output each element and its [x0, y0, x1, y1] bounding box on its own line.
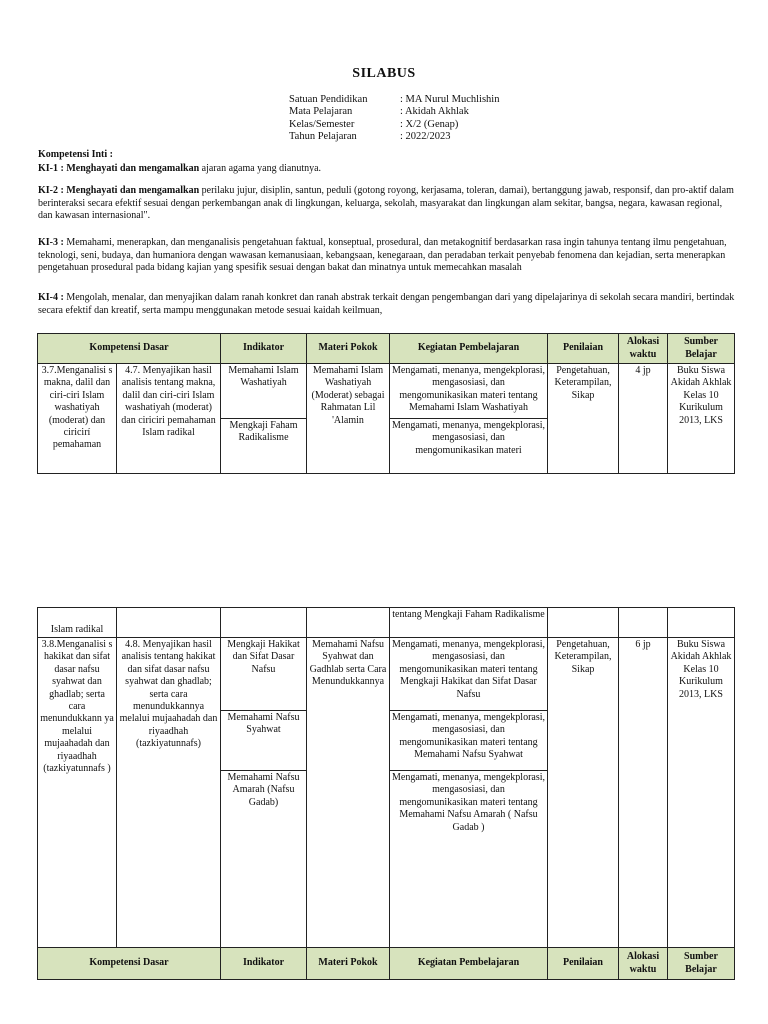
ki1-paragraph [38, 163, 736, 176]
ki3-paragraph [38, 237, 736, 275]
ki1-text: ajaran agama yang dianutnya. [199, 163, 322, 174]
ki1-code: KI-1 : [38, 163, 64, 174]
header-kegiatan: Kegiatan Pembelajaran [390, 334, 548, 364]
syllabus-table-1 [37, 333, 735, 474]
kegiatan-cell: Mengamati, menanya, mengekplorasi, mengasosiasi, dan mengomunikasikan materi tentang Mengkaji Hakikat dan Sifat Dasar Nafsu [390, 638, 548, 711]
ki2-code: KI-2 : [38, 185, 64, 196]
document-title: SILABUS [352, 66, 416, 81]
kegiatan-cell: Mengamati, menanya, mengekplorasi, mengasosiasi, dan mengomunikasikan materi tentang Memahami Nafsu Amarah ( Nafsu Gadab ) [390, 771, 548, 948]
ki2-paragraph [38, 185, 736, 223]
sumber-cell [668, 608, 735, 638]
meta-row [289, 106, 499, 118]
indikator-cell: Mengkaji Faham Radikalisme [221, 419, 307, 474]
sumber-cell: Buku Siswa Akidah Akhlak Kelas 10 Kurikulum 2013, LKS [668, 638, 735, 948]
indikator-cell [221, 608, 307, 638]
ki2-bold: Menghayati dan mengamalkan [66, 185, 200, 196]
materi-cell [307, 608, 390, 638]
header-sumber: Sumber Belajar [668, 948, 735, 980]
table-row [38, 608, 735, 638]
ki1-bold: Menghayati dan mengamalkan [66, 163, 200, 174]
meta-label: Satuan Pendidikan [289, 94, 368, 105]
ki2-text: perilaku jujur, disiplin, santun, peduli (gotong royong, kerjasama, toleran, damai), bertanggung jawab, responsif, dan pro-aktif dalam berinteraksi secara efektif sesuai dengan perkembangan anak di lingkungan, keluarga, sekolah, masyarakat dan lingkungan alam sekitar, bangsa, negara, kawasan regional, dan kawasan internasional". [38, 185, 734, 222]
alokasi-cell: 6 jp [619, 638, 668, 948]
kd4-cell: 4.8. Menyajikan hasil analisis tentang hakikat dan sifat dasar nafsu syahwat dan ghadlab; serta cara menundukkannya melalui mujaahadah dan riyaadhah (tazkiyatunnafs) [117, 638, 221, 948]
table-row [38, 638, 735, 711]
kd4-cell [117, 608, 221, 638]
meta-row [289, 94, 499, 106]
ki3-code: KI-3 : [38, 237, 64, 248]
kegiatan-cell: Mengamati, menanya, mengekplorasi, mengasosiasi, dan mengomunikasikan materi tentang Memahami Islam Washatiyah [390, 364, 548, 419]
meta-value: : Akidah Akhlak [400, 106, 469, 118]
kd3-cell: 3.7.Menganalisi s makna, dalil dan ciri-ciri Islam washatiyah (moderat) dan ciricirí pemahaman [38, 364, 117, 474]
indikator-cell: Mengkaji Hakikat dan Sifat Dasar Nafsu [221, 638, 307, 711]
kegiatan-cell: Mengamati, menanya, mengekplorasi, mengasosiasi, dan mengomunikasikan materi tentang Memahami Nafsu Syahwat [390, 711, 548, 771]
header-alokasi: Alokasi waktu [619, 334, 668, 364]
indikator-cell: Memahami Nafsu Amarah (Nafsu Gadab) [221, 771, 307, 948]
table-header-row [38, 948, 735, 980]
meta-label: Tahun Pelajaran [289, 131, 357, 143]
header-kompetensi-dasar: Kompetensi Dasar [38, 334, 221, 364]
alokasi-cell: 4 jp [619, 364, 668, 474]
kegiatan-cell: tentang Mengkaji Faham Radikalisme [390, 608, 548, 638]
header-penilaian: Penilaian [548, 334, 619, 364]
sumber-cell: Buku Siswa Akidah Akhlak Kelas 10 Kurikulum 2013, LKS [668, 364, 735, 474]
materi-cell: Memahami Nafsu Syahwat dan Gadhlab serta Cara Menundukkannya [307, 638, 390, 948]
meta-row [289, 119, 499, 131]
ki4-code: KI-4 : [38, 292, 64, 303]
header-indikator: Indikator [221, 948, 307, 980]
kegiatan-cell: Mengamati, menanya, mengekplorasi, mengasosiasi, dan mengomunikasikan materi [390, 419, 548, 474]
indikator-cell: Memahami Islam Washatiyah [221, 364, 307, 419]
meta-value: : 2022/2023 [400, 131, 451, 143]
meta-value: : X/2 (Genap) [400, 118, 459, 130]
penilaian-cell [548, 608, 619, 638]
header-alokasi: Alokasi waktu [619, 948, 668, 980]
penilaian-cell: Pengetahuan, Keterampilan, Sikap [548, 638, 619, 948]
header-kegiatan: Kegiatan Pembelajaran [390, 948, 548, 980]
kd4-cell: 4.7. Menyajikan hasil analisis tentang makna, dalil dan ciri-ciri Islam washatiyah (moderat) dan ciriciri pemahaman Islam radikal [117, 364, 221, 474]
header-materi-pokok: Materi Pokok [307, 334, 390, 364]
meta-label: Kelas/Semester [289, 118, 355, 130]
header-kompetensi-dasar: Kompetensi Dasar [38, 948, 221, 980]
header-sumber: Sumber Belajar [668, 334, 735, 364]
alokasi-cell [619, 608, 668, 638]
ki3-text: Memahami, menerapkan, dan menganalisis pengetahuan faktual, konseptual, prosedural, dan metakognitif berdasarkan rasa ingin tahunya tentang ilmu pengetahuan, teknologi, seni, budaya, dan humaniora dengan wawasan kemanusiaan, kebangsaan, kenegaraan, dan peradaban terkait penyebab fenomena dan kejadian, serta menerapkan pengetahuan prosedural pada bidang kajian yang spesifik sesuai dengan bakat dan minatnya untuk memecahkan masalah [38, 237, 727, 274]
header-penilaian: Penilaian [548, 948, 619, 980]
ki-heading: Kompetensi Inti : [38, 149, 113, 160]
penilaian-cell: Pengetahuan, Keterampilan, Sikap [548, 364, 619, 474]
meta-block [289, 94, 499, 144]
header-materi-pokok: Materi Pokok [307, 948, 390, 980]
meta-label: Mata Pelajaran [289, 106, 353, 118]
kd3-cell: Islam radikal [38, 608, 117, 638]
materi-cell: Memahami Islam Washatiyah (Moderat) sebagai Rahmatan Lil 'Alamin [307, 364, 390, 474]
table-row [38, 364, 735, 419]
header-indikator: Indikator [221, 334, 307, 364]
meta-value: : MA Nurul Muchlishin [400, 94, 500, 105]
syllabus-table-2 [37, 607, 735, 980]
table-header-row [38, 334, 735, 364]
ki4-text: Mengolah, menalar, dan menyajikan dalam ranah konkret dan ranah abstrak terkait dengan pengembangan dari yang dipelajarinya di sekolah secara mandiri, bertindak secara efektif dan kreatif, serta mampu menggunakan metode sesuai kaidah keilmuan, [38, 292, 735, 316]
indikator-cell: Memahami Nafsu Syahwat [221, 711, 307, 771]
meta-row [289, 131, 499, 143]
ki4-paragraph [38, 292, 736, 317]
kd3-cell: 3.8.Menganalisi s hakikat dan sifat dasar nafsu syahwat dan ghadlab; serta cara menundukkann ya melalui mujaahadah dan riyaadhah (tazkiyatunnafs ) [38, 638, 117, 948]
